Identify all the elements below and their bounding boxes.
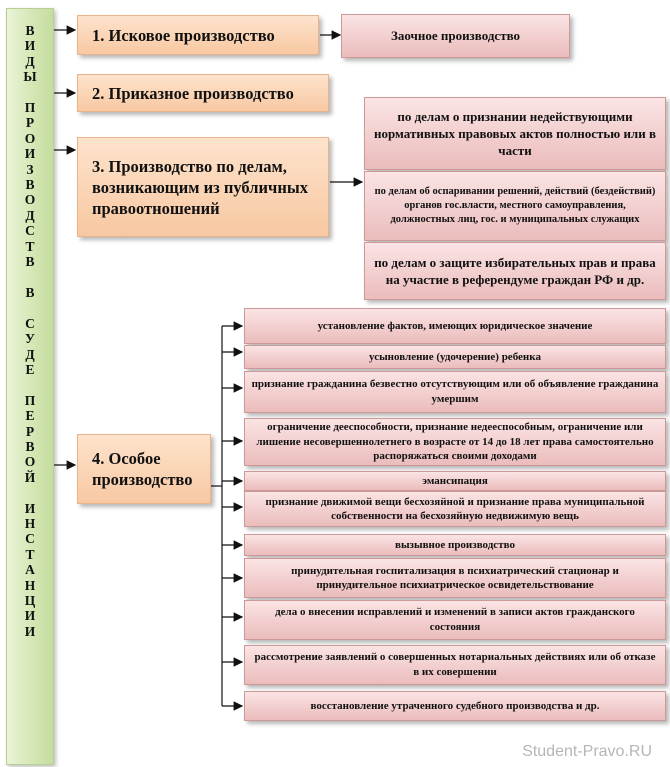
special-case-label: принудительная госпитализация в психиатрический стационар и принудительное психиатрическое освидетельствование bbox=[291, 564, 619, 591]
public-case-box bbox=[364, 97, 666, 170]
type-box-1 bbox=[77, 15, 319, 55]
special-case-box bbox=[244, 491, 666, 527]
special-case-box bbox=[244, 471, 666, 491]
special-case-box bbox=[244, 345, 666, 369]
type-box-2 bbox=[77, 74, 329, 112]
public-case-label: по делам о защите избирательных прав и права на участие в референдуме граждан РФ и др. bbox=[374, 255, 656, 287]
type-2-label: 2. Приказное производство bbox=[92, 83, 294, 103]
watermark: Student-Pravo.RU bbox=[522, 743, 652, 760]
public-case-box bbox=[364, 171, 666, 241]
special-case-label: признание движимой вещи бесхозяйной и признание права муниципальной собственности на бесхозяйную недвижимую вещь bbox=[265, 496, 645, 522]
special-case-label: признание гражданина безвестно отсутствующим или об объявление гражданина умершим bbox=[251, 378, 659, 405]
public-case-label: по делам об оспаривании решений, действий (бездействий) органов гос.власти, местного самоуправления, должностных лиц, гос. и муниципальных служащих bbox=[374, 186, 656, 225]
special-case-label: усыновление (удочерение) ребенка bbox=[369, 351, 541, 363]
zaochnoe-box bbox=[341, 14, 570, 58]
special-case-label: эмансипация bbox=[422, 475, 488, 487]
special-case-label: установление фактов, имеющих юридическое значение bbox=[317, 320, 593, 332]
type-4-label: 4. Особое производство bbox=[92, 449, 193, 489]
special-case-label: ограничение дееспособности, признание недееспособным, ограничение или лишение несовершеннолетнего в возрасте от 14 до 18 лет права самостоятельно распоряжаться своими доходами bbox=[256, 421, 654, 463]
special-case-label: восстановление утраченного судебного производства и др. bbox=[310, 700, 600, 712]
side-label: В И Д Ы П Р О И З В О Д С Т В В С У Д Е П Е Р В О Й И Н С Т А Н Ц И И bbox=[23, 23, 37, 639]
special-case-box bbox=[244, 308, 666, 344]
special-case-label: дела о внесении исправлений и изменений в записи актов гражданского состояния bbox=[275, 606, 635, 633]
type-1-label: 1. Исковое производство bbox=[92, 25, 275, 45]
type-box-3 bbox=[77, 137, 329, 237]
type-box-4 bbox=[77, 434, 211, 504]
special-case-box bbox=[244, 645, 666, 685]
zaochnoe-label: Заочное производство bbox=[390, 28, 521, 43]
special-case-label: рассмотрение заявлений о совершенных нотариальных действиях или об отказе в их совершении bbox=[254, 651, 656, 678]
public-case-box bbox=[364, 242, 666, 300]
special-case-box bbox=[244, 534, 666, 556]
special-case-label: вызывное производство bbox=[395, 539, 515, 551]
special-case-box bbox=[244, 418, 666, 466]
type-3-label: 3. Производство по делам, возникающим из публичных правоотношений bbox=[92, 156, 308, 218]
special-case-box bbox=[244, 600, 666, 640]
special-case-box bbox=[244, 371, 666, 413]
special-case-box bbox=[244, 691, 666, 721]
public-case-label: по делам о признании недействующими нормативных правовых актов полностью или в части bbox=[373, 109, 656, 158]
special-case-box bbox=[244, 558, 666, 598]
